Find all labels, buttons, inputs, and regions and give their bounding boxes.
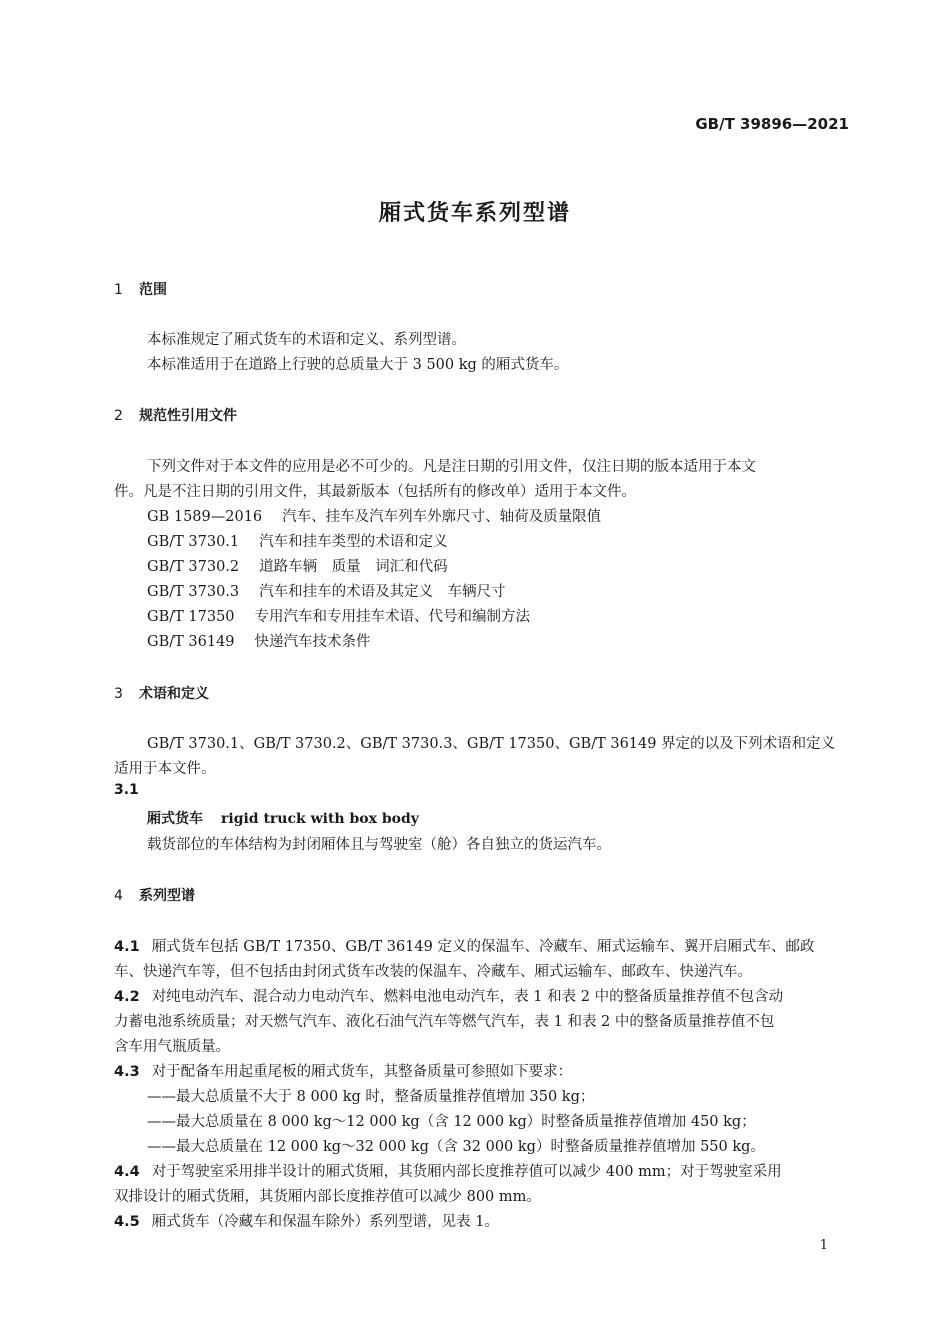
section-title: 系列型谱 (139, 888, 195, 904)
reference-code: GB/T 3730.1 (147, 534, 240, 550)
reference-title: 汽车和挂车类型的术语和定义 (259, 534, 448, 550)
section-number: 2 (114, 408, 123, 424)
reference-code: GB/T 3730.3 (147, 584, 240, 600)
clause-number: 4.4 (114, 1164, 140, 1180)
term-definition: 载货部位的车体结构为封闭厢体且与驾驶室（舱）各自独立的货运汽车。 (147, 837, 611, 853)
page-number: 1 (819, 1238, 828, 1253)
clause-number: 4.2 (114, 989, 140, 1005)
reference-title: 专用汽车和专用挂车术语、代号和编制方法 (254, 609, 531, 625)
page-title: 厢式货车系列型谱 (378, 201, 571, 226)
reference-item (147, 530, 448, 551)
section-1-heading (114, 279, 167, 299)
paragraph: 车、快递汽车等，但不包括由封闭式货车改装的保温车、冷藏车、厢式运输车、邮政车、快递汽车。 (114, 964, 752, 980)
clause-4-2 (114, 985, 783, 1006)
reference-code: GB 1589—2016 (147, 509, 263, 525)
paragraph: 力蓄电池系统质量；对天燃气汽车、液化石油气汽车等燃气汽车，表 1 和表 2 中的整备质量推荐值不包 (114, 1014, 775, 1030)
section-number: 4 (114, 888, 123, 904)
clause-number: 4.3 (114, 1064, 140, 1080)
clause-number: 4.5 (114, 1214, 140, 1230)
reference-code: GB/T 17350 (147, 609, 235, 625)
clause-4-5 (114, 1210, 499, 1231)
term-chinese: 厢式货车 (147, 811, 203, 827)
term-entry (147, 808, 419, 828)
reference-item (147, 505, 601, 526)
paragraph: 件。凡是不注日期的引用文件，其最新版本（包括所有的修改单）适用于本文件。 (114, 484, 636, 500)
paragraph: 下列文件对于本文件的应用是必不可少的。凡是注日期的引用文件，仅注日期的版本适用于本文 (147, 459, 756, 475)
section-title: 范围 (139, 282, 167, 298)
clause-4-4 (114, 1160, 782, 1181)
reference-item (147, 630, 371, 651)
paragraph: 双排设计的厢式货厢，其货厢内部长度推荐值可以减少 800 mm。 (114, 1189, 541, 1205)
section-number: 1 (114, 282, 123, 298)
paragraph: 适用于本文件。 (114, 761, 216, 777)
section-4-heading (114, 885, 195, 905)
section-title: 术语和定义 (139, 686, 209, 702)
paragraph: 本标准适用于在道路上行驶的总质量大于 3 500 kg 的厢式货车。 (147, 357, 569, 373)
term-english: rigid truck with box body (221, 811, 419, 827)
clause-4-1 (114, 935, 814, 956)
clause-text: 厢式货车（冷藏车和保温车除外）系列型谱，见表 1。 (151, 1214, 500, 1230)
reference-title: 汽车和挂车的术语及其定义 车辆尺寸 (259, 584, 506, 600)
paragraph: GB/T 3730.1、GB/T 3730.2、GB/T 3730.3、GB/T 17350、GB/T 36149 界定的以及下列术语和定义 (147, 736, 836, 752)
reference-item (147, 580, 506, 601)
term-number: 3.1 (114, 782, 139, 798)
clause-number: 4.1 (114, 939, 140, 955)
clause-4-3 (114, 1060, 572, 1081)
reference-title: 汽车、挂车及汽车列车外廓尺寸、轴荷及质量限值 (282, 509, 602, 525)
list-item: ——最大总质量在 8 000 kg～12 000 kg（含 12 000 kg）时整备质量推荐值增加 450 kg； (147, 1114, 756, 1130)
section-title: 规范性引用文件 (139, 408, 237, 424)
list-item: ——最大总质量不大于 8 000 kg 时，整备质量推荐值增加 350 kg； (147, 1089, 595, 1105)
reference-title: 道路车辆 质量 词汇和代码 (259, 559, 448, 575)
section-3-heading (114, 683, 209, 703)
reference-item (147, 555, 448, 576)
paragraph: 含车用气瓶质量。 (114, 1039, 230, 1055)
standard-number: GB/T 39896—2021 (695, 115, 849, 133)
reference-item (147, 605, 530, 626)
clause-text: 厢式货车包括 GB/T 17350、GB/T 36149 定义的保温车、冷藏车、厢式运输车、翼开启厢式车、邮政 (151, 939, 815, 955)
reference-code: GB/T 36149 (147, 634, 235, 650)
reference-code: GB/T 3730.2 (147, 559, 240, 575)
section-2-heading (114, 405, 237, 425)
clause-text: 对于驾驶室采用排半设计的厢式货厢，其货厢内部长度推荐值可以减少 400 mm；对于驾驶室采用 (151, 1164, 782, 1180)
clause-text: 对于配备车用起重尾板的厢式货车，其整备质量可参照如下要求： (151, 1064, 573, 1080)
paragraph: 本标准规定了厢式货车的术语和定义、系列型谱。 (147, 332, 466, 348)
reference-title: 快递汽车技术条件 (254, 634, 371, 650)
list-item: ——最大总质量在 12 000 kg～32 000 kg（含 32 000 kg）时整备质量推荐值增加 550 kg。 (147, 1139, 765, 1155)
section-number: 3 (114, 686, 123, 702)
clause-text: 对纯电动汽车、混合动力电动汽车、燃料电池电动汽车，表 1 和表 2 中的整备质量推荐值不包含动 (151, 989, 784, 1005)
